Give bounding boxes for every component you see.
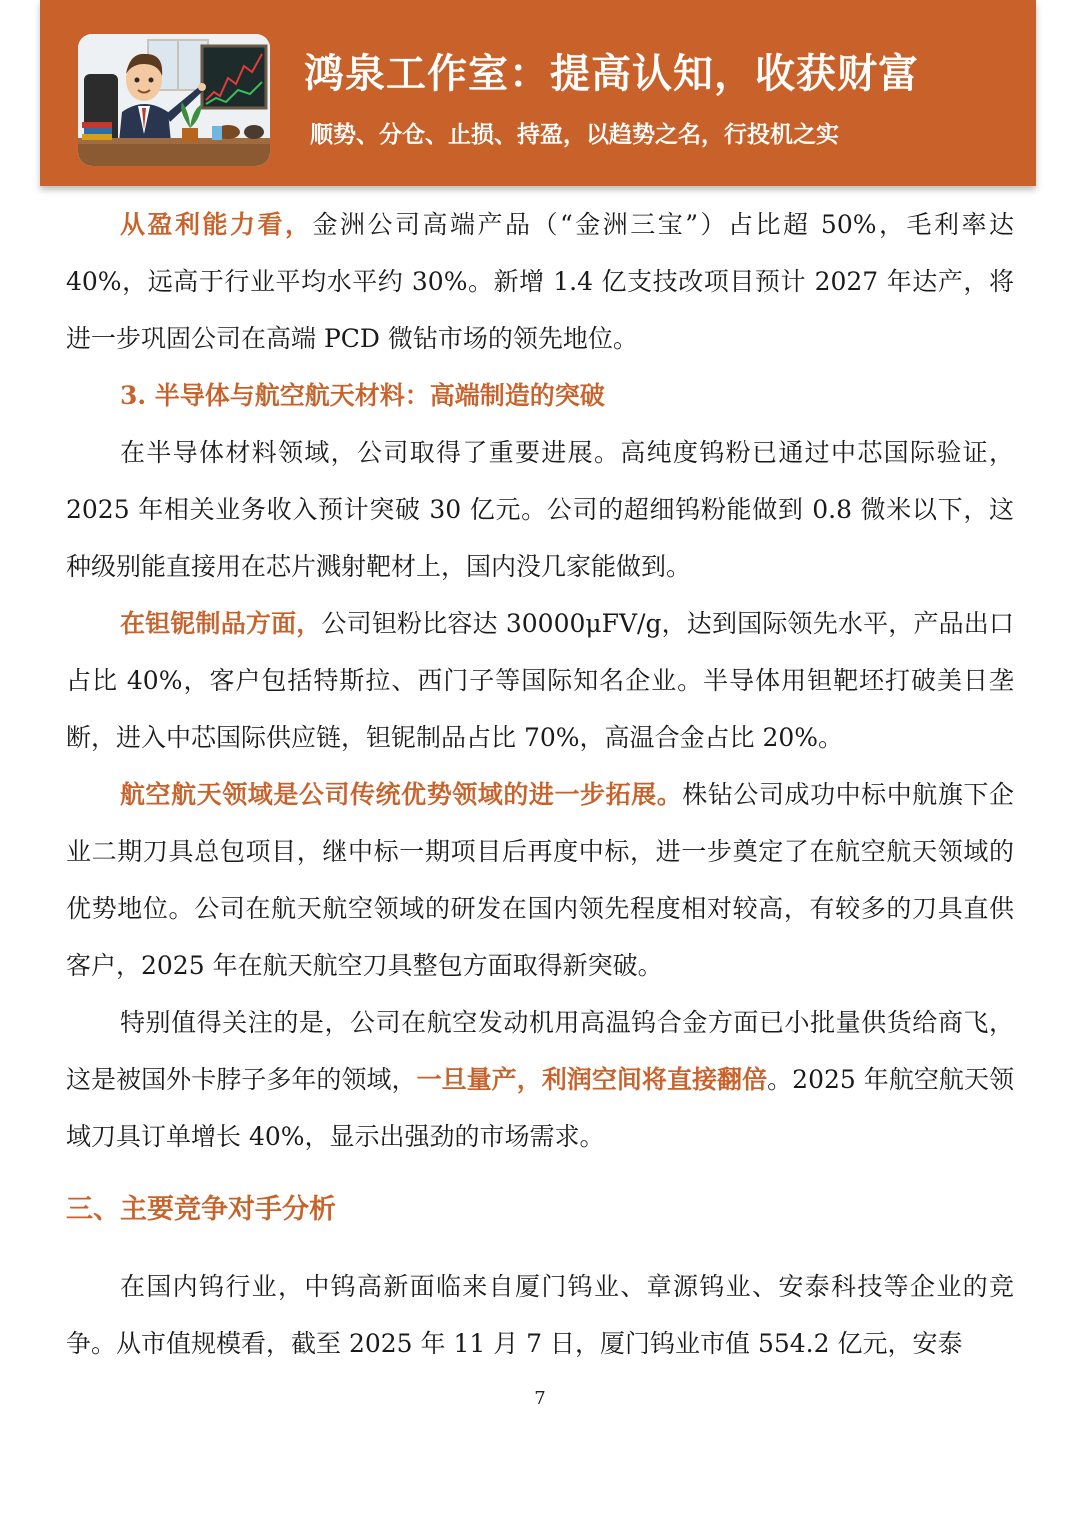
analyst-at-desk-illustration [78,34,270,166]
banner-title: 鸿泉工作室：提高认知，收获财富 [304,51,919,97]
paragraph-text: 株钻公司成功中标中航旗下企业二期刀具总包项目，继中标一期项目后再度中标，进一步奠定了在航空航天领域的优势地位。公司在航天航空领域的研发在国内领先程度相对较高，有较多的刀具直供客户，2025 年在航天航空刀具整包方面取得新突破。 [66,780,1014,980]
paragraph-text: 公司钽粉比容达 30000μFV/g，达到国际领先水平，产品出口占比 40%，客户包括特斯拉、西门子等国际知名企业。半导体用钽靶坯打破美日垄断，进入中芯国际供应链，钽铌制品占比 70%，高温合金占比 20%。 [66,609,1014,752]
paragraph-text: 特别值得关注的是，公司在航空发动机用高温钨合金方面已小批量供货给商飞，这是被国外卡脖子多年的领域， [66,1008,1014,1094]
highlight-lead: 从盈利能力看， [120,210,313,239]
section-heading-competitors: 三、主要竞争对手分析 [66,1194,336,1225]
paragraph-text: 。2025 年航空航天领域刀具订单增长 40%，显示出强劲的市场需求。 [66,1065,1014,1151]
paragraph-text: 金洲公司高端产品（“金洲三宝”）占比超 50%，毛利率达 40%，远高于行业平均水平约 30%。新增 1.4 亿支技改项目预计 2027 年达产，将进一步巩固公司在高端 PCD 微钻市场的领先地位。 [66,210,1014,353]
paragraph-tantalum-niobium [66,595,1014,766]
banner-subtitle: 顺势、分仓、止损、持盈，以趋势之名，行投机之实 [310,122,839,148]
paragraph-high-temp-alloy [66,994,1014,1165]
article-body [66,196,1014,1372]
paragraph-semiconductor: 在半导体材料领域，公司取得了重要进展。高纯度钨粉已通过中芯国际验证，2025 年相关业务收入预计突破 30 亿元。公司的超细钨粉能做到 0.8 微米以下，这种级别能直接用在芯片溅射靶材上，国内没几家能做到。 [66,438,1014,581]
paragraph-profitability [66,196,1014,367]
highlight-lead: 在钽铌制品方面， [120,609,322,638]
highlight-lead: 航空航天领域是公司传统优势领域的进一步拓展。 [120,780,683,809]
paragraph-aerospace [66,766,1014,994]
paragraph-competition: 在国内钨行业，中钨高新面临来自厦门钨业、章源钨业、安泰科技等企业的竞争。从市值规模看，截至 2025 年 11 月 7 日，厦门钨业市值 554.2 亿元，安泰 [66,1272,1014,1358]
highlight-inline: 一旦量产，利润空间将直接翻倍 [416,1065,768,1094]
subheading-semiconductor-aerospace: 3. 半导体与航空航天材料：高端制造的突破 [120,381,605,410]
header-banner [40,0,1036,186]
page-number: 7 [534,1388,546,1409]
